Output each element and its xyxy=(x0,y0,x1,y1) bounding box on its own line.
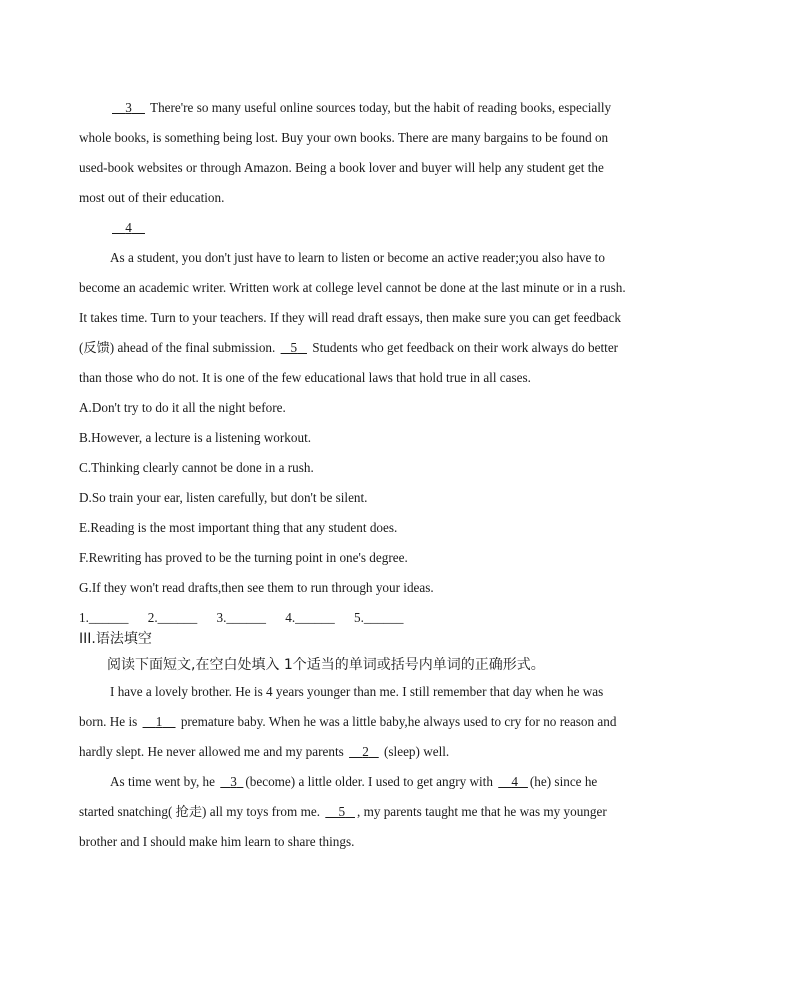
paragraph-line xyxy=(79,710,719,740)
answer-blank-1[interactable]: 1.______ xyxy=(79,610,129,625)
blank-3: 3 xyxy=(125,100,132,115)
section-heading: III.语法填空 xyxy=(79,631,152,647)
text: , my parents taught me that he was my younger xyxy=(356,804,607,819)
blank-5: 5 xyxy=(290,340,298,355)
text: (he) since he xyxy=(529,774,598,789)
text: Students who get feedback on their work always do better xyxy=(308,340,619,355)
section-instruction: 阅读下面短文,在空白处填入 1个适当的单词或括号内单词的正确形式。 xyxy=(107,657,545,673)
option-d: D.So train your ear, listen carefully, but don't be silent. xyxy=(79,490,368,505)
paragraph-line: than those who do not. It is one of the few educational laws that hold true in all cases. xyxy=(79,370,531,385)
option-e: E.Reading is the most important thing that any student does. xyxy=(79,520,398,535)
document-page xyxy=(79,96,719,860)
paragraph-line: It takes time. Turn to your teachers. If they will read draft essays, then make sure you can get feedback xyxy=(79,310,621,325)
text: As time went by, he xyxy=(110,774,219,789)
paragraph-line xyxy=(79,740,719,770)
text: started snatching( 抢走) all my toys from me. xyxy=(79,804,324,819)
paragraph-line: brother and I should make him learn to share things. xyxy=(79,834,355,849)
option-f: F.Rewriting has proved to be the turning point in one's degree. xyxy=(79,550,408,565)
paragraph-line: become an academic writer. Written work at college level cannot be done at the last minute or in a rush. xyxy=(79,280,626,295)
text: (反馈) ahead of the final submission. xyxy=(79,340,279,355)
blank-4: 4 xyxy=(125,220,132,235)
paragraph-line xyxy=(79,770,719,800)
answer-blank-5[interactable]: 5.______ xyxy=(354,610,404,625)
answer-row xyxy=(79,606,719,628)
grammar-blank-3[interactable]: 3 xyxy=(230,774,237,789)
grammar-blank-2[interactable]: 2 xyxy=(362,744,369,759)
blank-4-heading xyxy=(79,216,719,246)
answer-blank-2[interactable]: 2.______ xyxy=(147,610,198,625)
paragraph-line: used-book websites or through Amazon. Being a book lover and buyer will help any student get the xyxy=(79,160,604,175)
paragraph-line: As a student, you don't just have to learn to listen or become an active reader;you also have to xyxy=(110,250,605,265)
answer-blank-4[interactable]: 4.______ xyxy=(285,610,335,625)
option-c: C.Thinking clearly cannot be done in a rush. xyxy=(79,460,314,475)
paragraph-line xyxy=(79,336,719,366)
paragraph-line xyxy=(79,800,719,830)
paragraph-line: whole books, is something being lost. Buy your own books. There are many bargains to be found on xyxy=(79,130,609,145)
text: (sleep) well. xyxy=(380,744,450,759)
grammar-blank-4[interactable]: 4 xyxy=(511,774,519,789)
option-g: G.If they won't read drafts,then see them to run through your ideas. xyxy=(79,580,434,595)
grammar-blank-5[interactable]: 5 xyxy=(338,804,346,819)
grammar-blank-1[interactable]: 1 xyxy=(155,714,163,729)
text: premature baby. When he was a little baby,he always used to cry for no reason and xyxy=(177,714,617,729)
text: born. He is xyxy=(79,714,141,729)
text: There're so many useful online sources today, but the habit of reading books, especially xyxy=(146,100,612,115)
text: hardly slept. He never allowed me and my parents xyxy=(79,744,348,759)
paragraph-line: I have a lovely brother. He is 4 years younger than me. I still remember that day when he was xyxy=(110,684,604,699)
text: (become) a little older. I used to get angry with xyxy=(245,774,497,789)
option-a: A.Don't try to do it all the night before. xyxy=(79,400,286,415)
paragraph-line xyxy=(79,96,719,126)
option-b: B.However, a lecture is a listening workout. xyxy=(79,430,312,445)
paragraph-line: most out of their education. xyxy=(79,190,225,205)
answer-blank-3[interactable]: 3.______ xyxy=(216,610,266,625)
